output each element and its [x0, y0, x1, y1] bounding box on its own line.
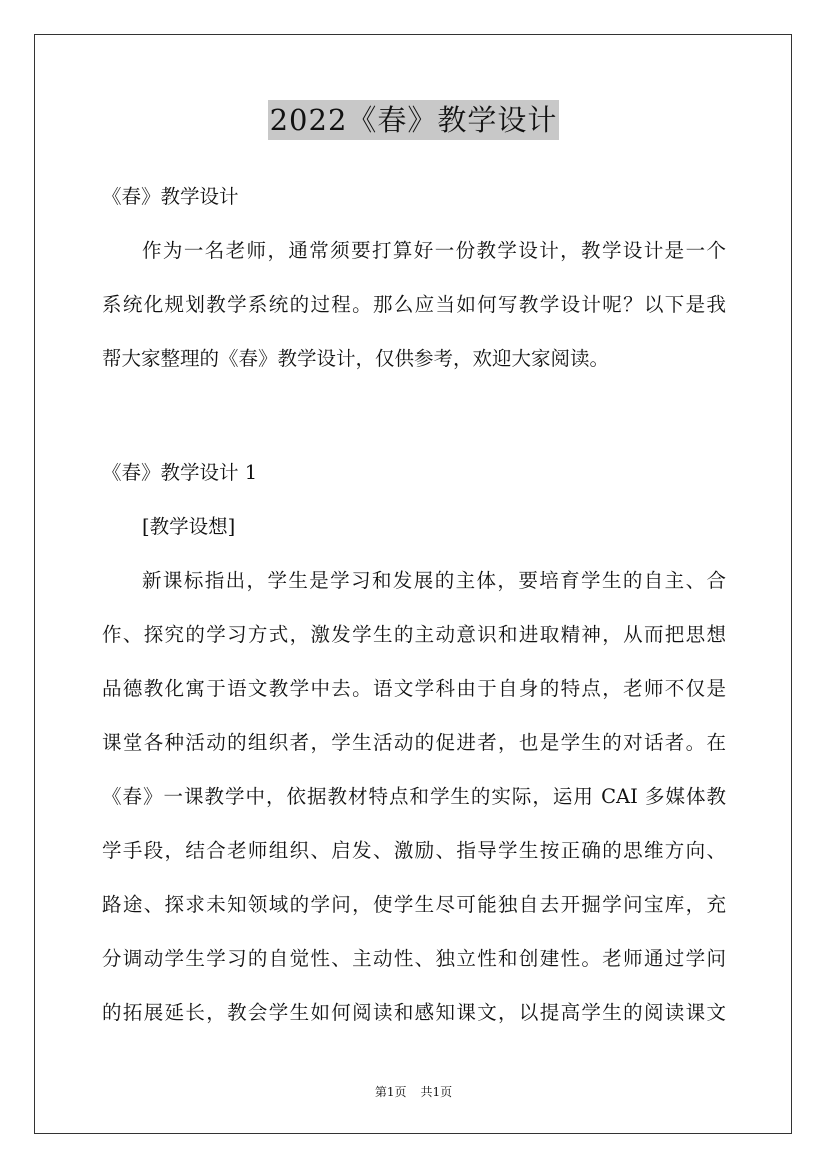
intro-line: 系统化规划教学系统的过程。那么应当如何写教学设计呢？以下是我	[102, 293, 726, 316]
body-line: 《春》一课教学中，依据教材特点和学生的实际，运用 CAI 多媒体教	[102, 785, 726, 808]
body-line: 新课标指出，学生是学习和发展的主体，要培育学生的自主、合	[142, 569, 726, 592]
paragraph-gap	[102, 386, 726, 446]
body-line: 课堂各种活动的组织者，学生活动的促进者，也是学生的对话者。在	[102, 731, 726, 754]
body-line: 分调动学生学习的自觉性、主动性、独立性和创建性。老师通过学问	[102, 947, 726, 970]
section-heading: 《春》教学设计 1	[102, 461, 258, 484]
document-body	[102, 170, 726, 1040]
intro-line: 作为一名老师，通常须要打算好一份教学设计，教学设计是一个	[142, 239, 726, 262]
body-line: 路途、探求未知领域的学问，使学生尽可能独自去开掘学问宝库，充	[102, 893, 726, 916]
title-container	[0, 100, 827, 140]
page-number: 第1页	[374, 1085, 407, 1099]
subtitle: 《春》教学设计	[102, 185, 239, 208]
intro-line: 帮大家整理的《春》教学设计，仅供参考，欢迎大家阅读。	[102, 347, 610, 370]
body-line: 学手段，结合老师组织、启发、激励、指导学生按正确的思维方向、	[102, 839, 726, 862]
body-line: 的拓展延长，教会学生如何阅读和感知课文，以提高学生的阅读课文	[102, 1001, 726, 1024]
subsection-label: [教学设想]	[142, 515, 236, 538]
document-title: 2022《春》教学设计	[268, 100, 560, 140]
page-total: 共1页	[420, 1085, 453, 1099]
page-footer	[0, 1084, 827, 1100]
body-line: 品德教化寓于语文教学中去。语文学科由于自身的特点，老师不仅是	[102, 677, 726, 700]
body-line: 作、探究的学习方式，激发学生的主动意识和进取精神，从而把思想	[102, 623, 726, 646]
